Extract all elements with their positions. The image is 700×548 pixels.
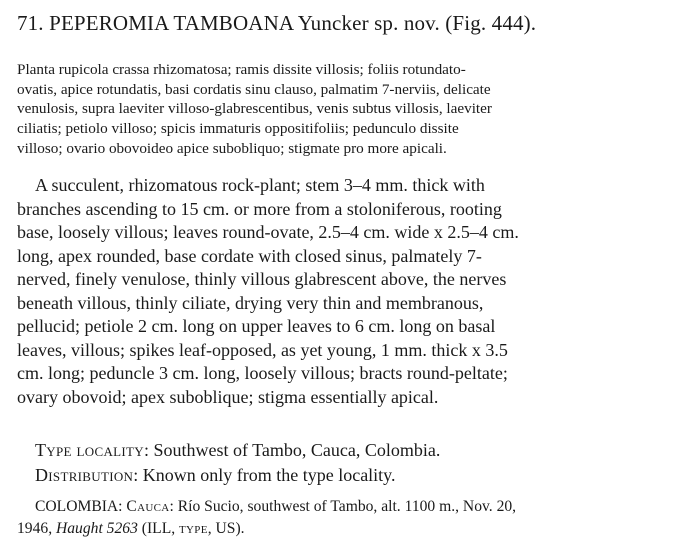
species-heading [17, 11, 536, 36]
description-line: long, apex rounded, base cordate with closed sinus, palmately 7- [17, 245, 482, 266]
description-line: beneath villous, thinly ciliate, drying very thin and membranous, [17, 292, 484, 313]
specimen-department: Cauca [126, 498, 170, 515]
description-line: ovary obovoid; apex suboblique; stigma essentially apical. [17, 386, 439, 407]
latin-line: ovatis, apice rotundatis, basi cordatis sinu clauso, palmatim 7-nerviis, delicate [17, 80, 491, 98]
latin-line: Planta rupicola crassa rhizomatosa; ramis dissite villosis; foliis rotundato- [17, 61, 466, 78]
specimen-country: COLOMBIA [35, 498, 119, 515]
description-line: cm. long; peduncle 3 cm. long, loosely villous; bracts round-peltate; [17, 363, 508, 383]
type-locality-value: Southwest of Tambo, Cauca, Colombia. [153, 440, 441, 460]
description-line: pellucid; petiole 2 cm. long on upper leaves to 6 cm. long on basal [17, 316, 496, 336]
species-number: 71. [17, 11, 44, 35]
genus-name: PEPEROMIA [49, 11, 169, 35]
description-line: A succulent, rhizomatous rock-plant; stem 3–4 mm. thick with [35, 175, 485, 195]
species-epithet: TAMBOANA [173, 11, 294, 35]
label-colon: : [143, 440, 154, 460]
specimen-herbaria-close: , US). [207, 519, 245, 537]
specimen-locality: Río Sucio, southwest of Tambo, alt. 1100 m., Nov. 20, [177, 498, 517, 515]
type-locality [17, 439, 700, 463]
description-line: nerved, finely venulose, thinly villous glabrescent above, the nerves [17, 269, 507, 289]
distribution-label: Distribution [35, 465, 134, 485]
latin-diagnosis [17, 60, 693, 159]
description-line: branches ascending to 15 cm. or more from a stoloniferous, rooting [17, 198, 502, 219]
description-line: leaves, villous; spikes leaf-opposed, as yet young, 1 mm. thick x 3.5 [17, 339, 508, 360]
label-colon: : [133, 465, 143, 485]
species-author: Yuncker sp. nov. (Fig. 444). [297, 11, 537, 35]
distribution-value: Known only from the type locality. [142, 465, 396, 485]
latin-line: venulosis, supra laeviter villoso-glabrescentibus, venis subtus villosis, laeviter [17, 100, 492, 118]
specimen-line-1: COLOMBIA: Cauca: Río Sucio, southwest of Tambo, alt. 1100 m., Nov. 20, [35, 498, 517, 515]
specimen-citation [17, 496, 693, 539]
specimen-line-2 [17, 518, 693, 540]
latin-line: ciliatis; petiolo villoso; spicis immaturis oppositifoliis; pedunculo dissite [17, 120, 459, 138]
type-locality-label: Type locality [35, 440, 144, 460]
specimen-type-word: type [179, 519, 208, 537]
description-line: base, loosely villous; leaves round-ovate, 2.5–4 cm. wide x 2.5–4 cm. [17, 222, 519, 242]
specimen-year: 1946, [17, 519, 53, 537]
english-description [17, 174, 693, 409]
specimen-collector: Haught 5263 [56, 519, 138, 537]
latin-line: villoso; ovario obovoideo apice subobliquo; stigmate pro more apicali. [17, 139, 447, 157]
specimen-herbaria-open: (ILL, [141, 519, 176, 537]
distribution [17, 464, 700, 488]
